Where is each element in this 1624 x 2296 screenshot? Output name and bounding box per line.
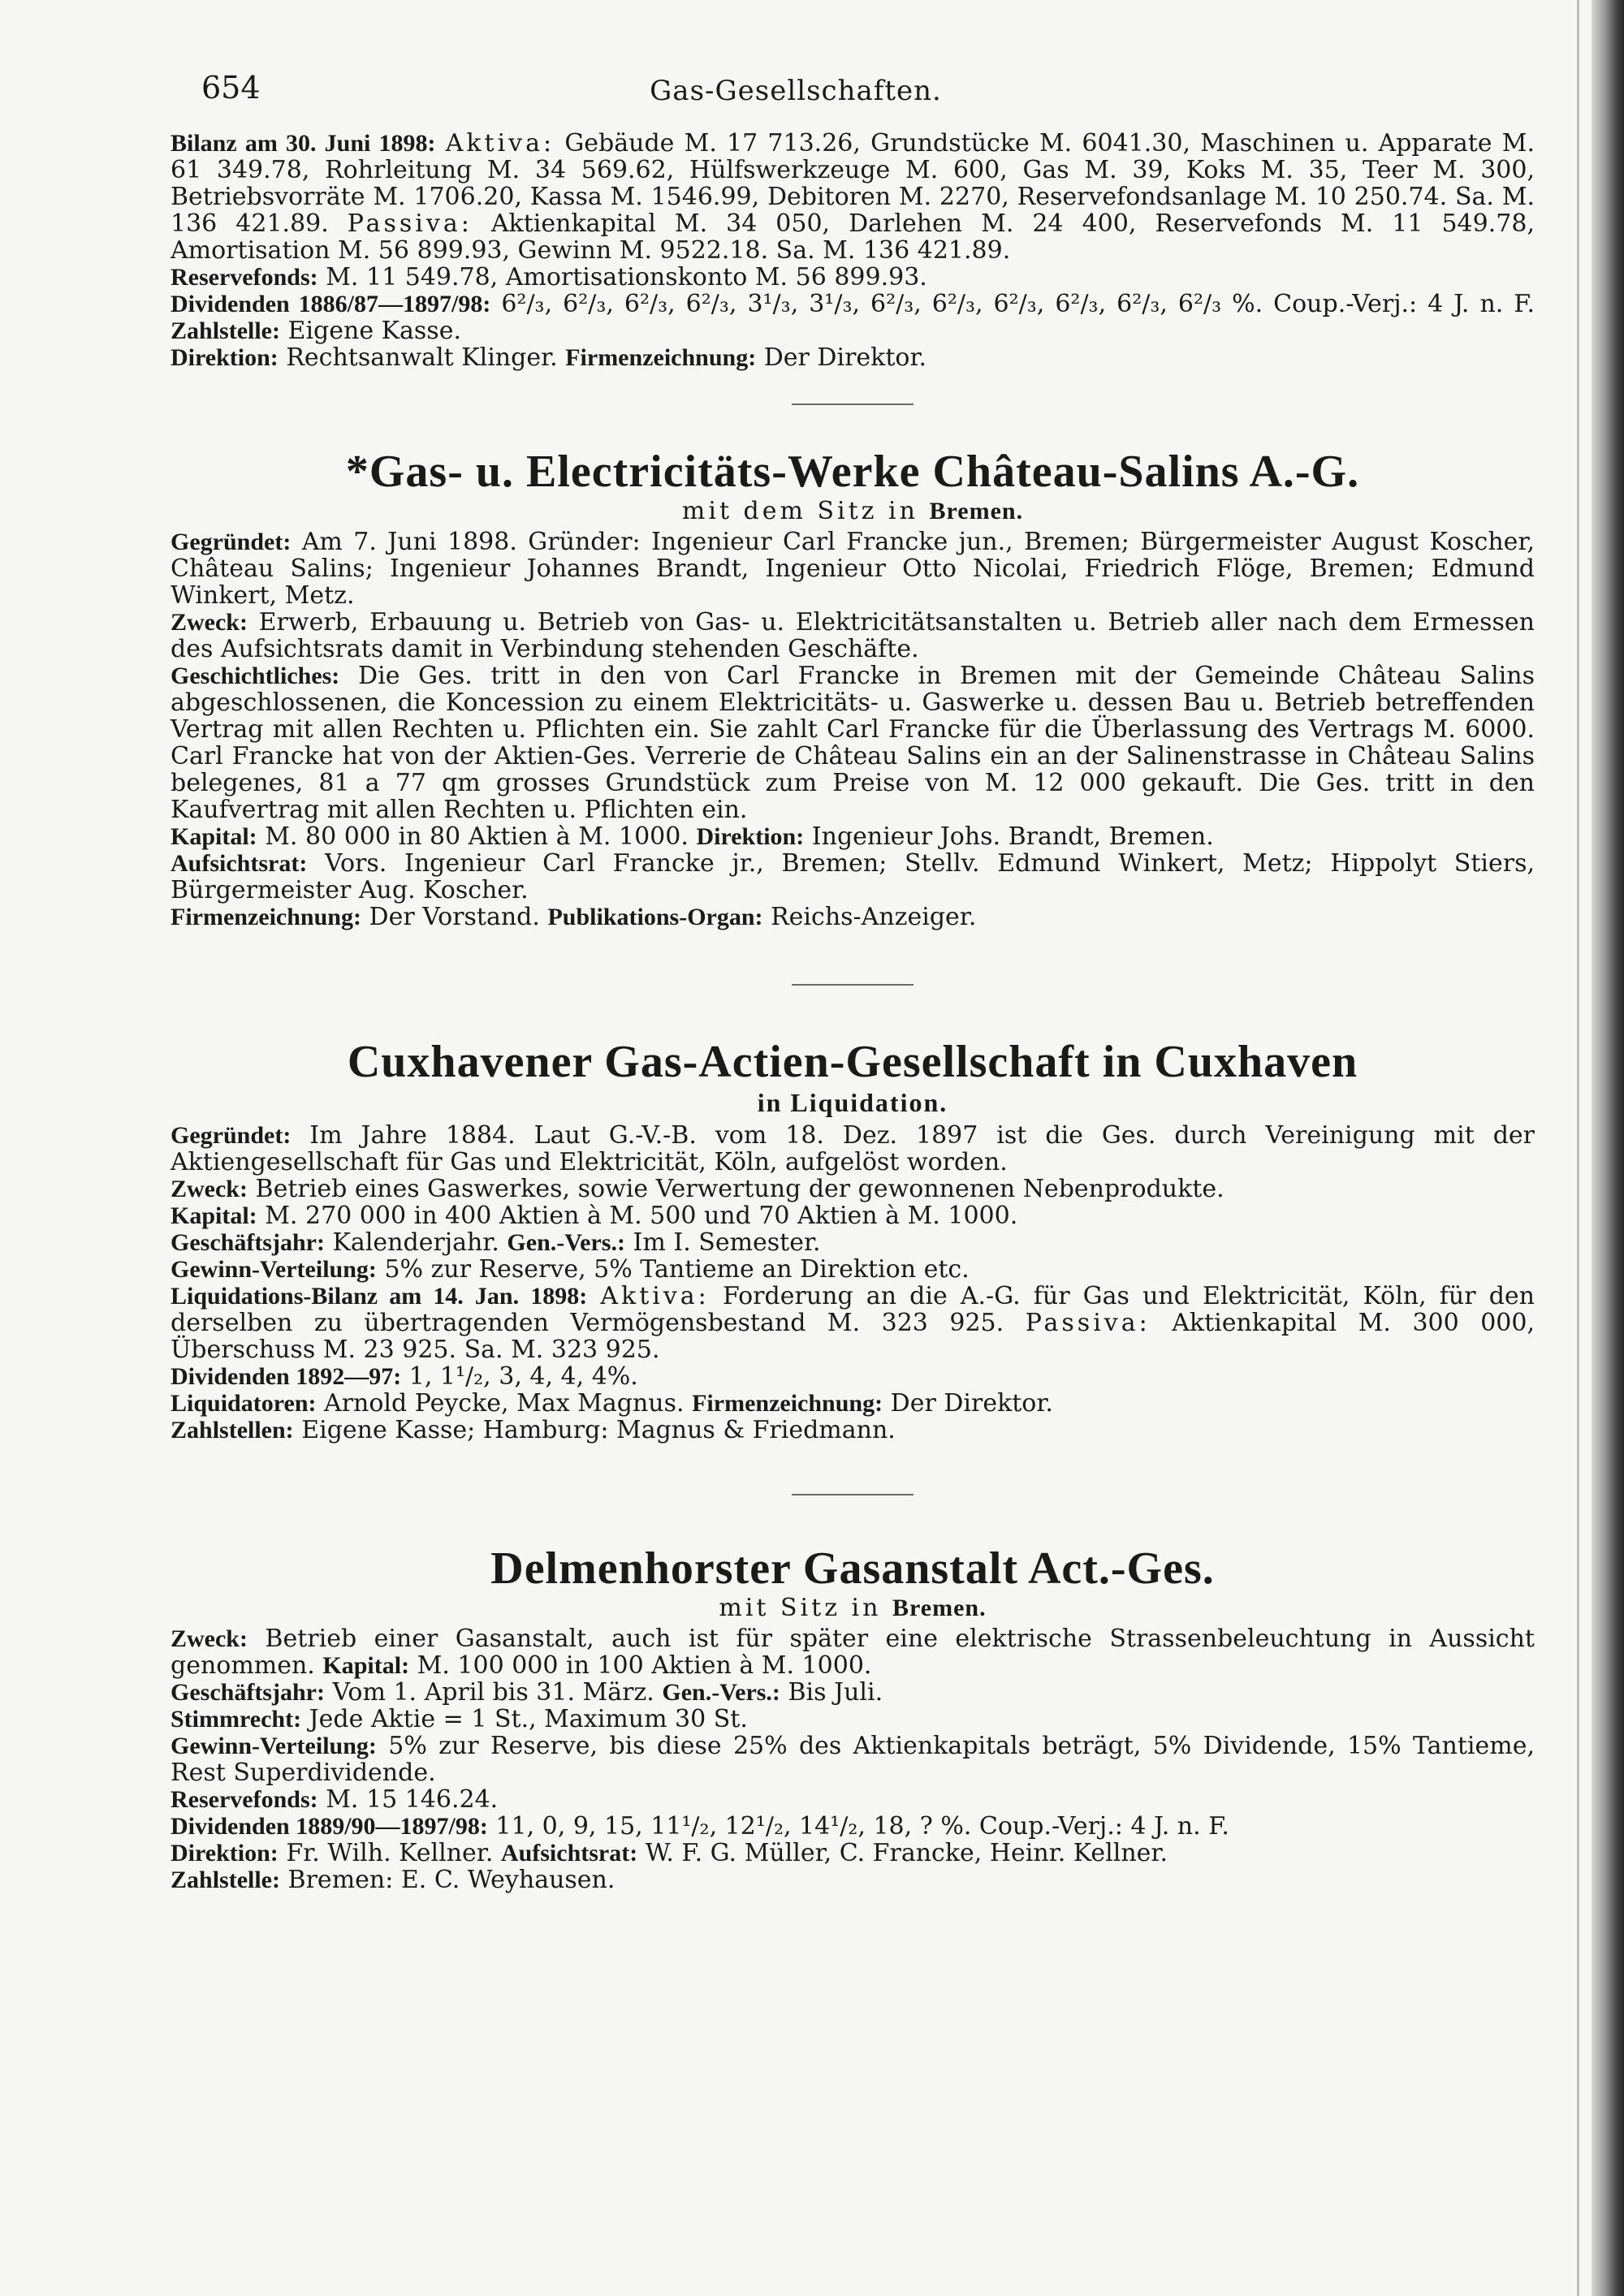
- subtitle-city: Bremen.: [929, 498, 1024, 524]
- dividenden-paragraph: [171, 1813, 1535, 1840]
- aktiva-text: Forderung an die A.-G. für Gas und Elektricität, Köln, für den derselben zu übertragenden Vermögensbestand M. 323 925.: [171, 1282, 1535, 1337]
- gewinn-verteilung-text: 5% zur Reserve, bis diese 25% des Aktienkapitals beträgt, 5% Dividende, 15% Tantieme, Rest Superdividende.: [171, 1732, 1535, 1787]
- dividenden-text: 1, 1¹/₂, 3, 4, 4, 4%.: [408, 1362, 638, 1391]
- gegruendet-paragraph: [171, 1122, 1535, 1176]
- kapital-label: Kapital:: [322, 1652, 410, 1679]
- direktion-label: Direktion:: [696, 823, 805, 850]
- section-previous-company: [171, 130, 1535, 371]
- direktion-label: Direktion:: [171, 344, 279, 371]
- kapital-label: Kapital:: [171, 1202, 257, 1229]
- zahlstellen-text: Eigene Kasse; Hamburg: Magnus & Friedmann.: [301, 1416, 896, 1444]
- firmenzeichnung-label: Firmenzeichnung:: [565, 344, 757, 371]
- aktiva-label: Aktiva:: [600, 1282, 710, 1310]
- aktiva-text: Gebäude M. 17 713.26, Grundstücke M. 6041.30, Maschinen u. Apparate M. 61 349.78, Rohrleitung M. 34 569.62, Hülfswerkzeuge M. 600, Gas M. 39, Koks M. 35, Teer M. 300, Betriebsvorräte M. 1706.20, Kassa M. 1546.99, Debitoren M. 2270, Reservefondsanlage M. 10 250.74. Sa. M. 136 421.89.: [171, 129, 1535, 238]
- zweck-paragraph: [171, 609, 1535, 662]
- kapital-label: Kapital:: [171, 823, 257, 850]
- firmenzeichnung-text: Der Direktor.: [890, 1389, 1053, 1418]
- section-delmenhorst: [171, 1625, 1535, 1893]
- geschaeftsjahr-label: Geschäftsjahr:: [171, 1229, 325, 1256]
- zahlstelle-paragraph: [171, 1867, 1535, 1893]
- firmenzeichnung-label: Firmenzeichnung:: [692, 1390, 883, 1417]
- firmenzeichnung-label: Firmenzeichnung:: [171, 904, 361, 930]
- zweck-text: Betrieb einer Gasanstalt, auch ist für später eine elektrische Strassenbeleuchtung in Aussicht genommen.: [171, 1625, 1535, 1680]
- gegruendet-label: Gegründet:: [171, 1122, 292, 1149]
- aktiva-label: Aktiva:: [445, 129, 555, 158]
- running-title: Gas-Gesellschaften.: [650, 75, 942, 107]
- zweck-text: Erwerb, Erbauung u. Betrieb von Gas- u. Elektricitätsanstalten u. Betrieb aller nach dem Ermessen des Aufsichtsrats damit in Verbindung stehenden Geschäfte.: [171, 608, 1535, 663]
- zahlstelle-label: Zahlstelle:: [171, 317, 280, 344]
- firmenzeichnung-text: Der Vorstand.: [369, 903, 540, 931]
- gegruendet-paragraph: [171, 529, 1535, 609]
- zweck-label: Zweck:: [171, 609, 248, 636]
- dividenden-label: Dividenden 1892—97:: [171, 1363, 402, 1390]
- geschaeftsjahr-paragraph: [171, 1679, 1535, 1706]
- zahlstelle-label: Zahlstelle:: [171, 1867, 280, 1893]
- passiva-text: Aktienkapital M. 34 050, Darlehen M. 24 400, Reservefonds M. 11 549.78, Amortisation M. 56 899.93, Gewinn M. 9522.18. Sa. M. 136 421.89.: [171, 209, 1535, 265]
- liquidations-bilanz-paragraph: [171, 1283, 1535, 1363]
- gegruendet-label: Gegründet:: [171, 529, 292, 555]
- geschaeftsjahr-label: Geschäftsjahr:: [171, 1679, 325, 1706]
- direktion-paragraph: [171, 344, 1535, 371]
- zahlstellen-label: Zahlstellen:: [171, 1417, 294, 1444]
- section-divider: [792, 984, 914, 986]
- zahlstelle-text: Bremen: E. C. Weyhausen.: [287, 1866, 615, 1894]
- geschaeftsjahr-paragraph: [171, 1229, 1535, 1256]
- firmenzeichnung-text: Der Direktor.: [763, 343, 927, 372]
- zahlstelle-text: Eigene Kasse.: [287, 317, 461, 345]
- dividenden-paragraph: [171, 1363, 1535, 1390]
- page-header: [0, 58, 1592, 115]
- company-title-delmenhorst: Delmenhorster Gasanstalt Act.-Ges.: [490, 1543, 1215, 1594]
- reservefonds-paragraph: [171, 264, 1535, 291]
- aufsichtsrat-label: Aufsichtsrat:: [500, 1840, 638, 1867]
- aufsichtsrat-text: Vors. Ingenieur Carl Francke jr., Bremen; Stellv. Edmund Winkert, Metz; Hippolyt Stiers, Bürgermeister Aug. Koscher.: [171, 849, 1535, 904]
- subtitle-city: Bremen.: [892, 1595, 987, 1621]
- geschichtliches-paragraph: [171, 662, 1535, 823]
- kapital-text: M. 80 000 in 80 Aktien à M. 1000.: [265, 822, 689, 851]
- kapital-paragraph: [171, 1202, 1535, 1229]
- firmenzeichnung-paragraph: [171, 904, 1535, 930]
- company-title-chateau-salins: *Gas- u. Electricitäts-Werke Château-Salins A.-G.: [345, 447, 1360, 497]
- gen-vers-label: Gen.-Vers.:: [662, 1679, 780, 1706]
- page-content: [171, 130, 1535, 1893]
- page-number: 654: [201, 70, 261, 106]
- bilanz-paragraph: [171, 130, 1535, 264]
- gewinn-verteilung-text: 5% zur Reserve, 5% Tantieme an Direktion etc.: [384, 1255, 970, 1284]
- company-title-cuxhaven: Cuxhavener Gas-Actien-Gesellschaft in Cuxhaven: [347, 1037, 1358, 1087]
- bilanz-label: Bilanz am 30. Juni 1898:: [171, 130, 436, 157]
- liquidatoren-text: Arnold Peycke, Max Magnus.: [324, 1389, 685, 1418]
- gegruendet-text: Am 7. Juni 1898. Gründer: Ingenieur Carl Francke jun., Bremen; Bürgermeister August Koscher, Château Salins; Ingenieur Johannes Brandt, Ingenieur Otto Nicolai, Friedrich Flöge, Bremen; Edmund Winkert, Metz.: [171, 528, 1535, 610]
- aufsichtsrat-paragraph: [171, 850, 1535, 904]
- reservefonds-text: M. 11 549.78, Amortisationskonto M. 56 899.93.: [326, 263, 927, 291]
- company-subtitle: [171, 1595, 1535, 1622]
- gewinn-verteilung-label: Gewinn-Verteilung:: [171, 1733, 377, 1759]
- gen-vers-label: Gen.-Vers.:: [507, 1229, 625, 1256]
- page-edge-line: [1577, 0, 1579, 2296]
- zweck-label: Zweck:: [171, 1625, 248, 1652]
- kapital-text: M. 270 000 in 400 Aktien à M. 500 und 70 Aktien à M. 1000.: [265, 1202, 1018, 1230]
- reservefonds-label: Reservefonds:: [171, 264, 318, 291]
- reservefonds-label: Reservefonds:: [171, 1786, 318, 1813]
- gewinn-verteilung-paragraph: [171, 1256, 1535, 1283]
- section-cuxhaven: [171, 1122, 1535, 1444]
- dividenden-paragraph: [171, 291, 1535, 344]
- reservefonds-text: M. 15 146.24.: [326, 1785, 499, 1814]
- aufsichtsrat-text: W. F. G. Müller, C. Francke, Heinr. Kellner.: [645, 1839, 1168, 1867]
- publikations-organ-label: Publikations-Organ:: [547, 904, 763, 930]
- zweck-text: Betrieb eines Gaswerkes, sowie Verwertung der gewonnenen Nebenprodukte.: [255, 1175, 1224, 1203]
- gewinn-verteilung-label: Gewinn-Verteilung:: [171, 1256, 377, 1283]
- stimmrecht-text: Jede Aktie = 1 St., Maximum 30 St.: [309, 1705, 748, 1733]
- gen-vers-text: Im I. Semester.: [633, 1228, 821, 1257]
- section-divider: [792, 404, 914, 405]
- geschichtliches-text: Die Ges. tritt in den von Carl Francke in Bremen mit der Gemeinde Château Salins abgeschlossenen, die Koncession zu einem Elektricitäts- u. Gaswerke u. dessen Bau u. Betrieb betreffenden Vertrag mit allen Rechten u. Pflichten ein. Sie zahlt Carl Francke für die Überlassung des Vertrags M. 6000. Carl Francke hat von der Aktien-Ges. Verrerie de Château Salins ein an der Salinenstrasse in Château Salins belegenes, 81 a 77 qm grosses Grundstück zum Preise von M. 12 000 gekauft. Die Ges. tritt in den Kaufvertrag mit allen Rechten u. Pflichten ein.: [171, 662, 1535, 824]
- dividenden-text: 6²/₃, 6²/₃, 6²/₃, 6²/₃, 3¹/₃, 3¹/₃, 6²/₃, 6²/₃, 6²/₃, 6²/₃, 6²/₃, 6²/₃ %. Coup.-Verj.: 4 J. n. F.: [501, 290, 1535, 318]
- direktion-paragraph: [171, 1840, 1535, 1867]
- section-chateau-salins: [171, 529, 1535, 930]
- liquidatoren-paragraph: [171, 1390, 1535, 1417]
- aufsichtsrat-label: Aufsichtsrat:: [171, 850, 308, 877]
- subtitle-prefix: mit dem Sitz in: [681, 497, 918, 525]
- passiva-text: Aktienkapital M. 300 000, Überschuss M. 23 925. Sa. M. 323 925.: [171, 1309, 1535, 1364]
- publikations-organ-text: Reichs-Anzeiger.: [771, 903, 977, 931]
- book-binding-shadow: [1592, 0, 1624, 2296]
- passiva-label: Passiva:: [347, 209, 473, 238]
- stimmrecht-label: Stimmrecht:: [171, 1706, 302, 1733]
- direktion-text: Ingenieur Johs. Brandt, Bremen.: [811, 822, 1214, 851]
- liquidations-bilanz-label: Liquidations-Bilanz am 14. Jan. 1898:: [171, 1283, 588, 1310]
- subtitle-prefix: mit Sitz in: [719, 1594, 882, 1622]
- direktion-label: Direktion:: [171, 1840, 279, 1867]
- geschichtliches-label: Geschichtliches:: [171, 662, 340, 689]
- section-divider: [792, 1494, 914, 1495]
- company-subtitle: in Liquidation.: [757, 1088, 948, 1117]
- zweck-paragraph: [171, 1625, 1535, 1679]
- zweck-label: Zweck:: [171, 1176, 248, 1202]
- zweck-paragraph: [171, 1176, 1535, 1202]
- geschaeftsjahr-text: Kalenderjahr.: [332, 1228, 499, 1257]
- gegruendet-text: Im Jahre 1884. Laut G.-V.-B. vom 18. Dez. 1897 ist die Ges. durch Vereinigung mit der Aktiengesellschaft für Gas und Elektricität, Köln, aufgelöst worden.: [171, 1121, 1535, 1176]
- liquidatoren-label: Liquidatoren:: [171, 1390, 317, 1417]
- kapital-paragraph: [171, 823, 1535, 850]
- geschaeftsjahr-text: Vom 1. April bis 31. März.: [332, 1678, 654, 1707]
- gewinn-verteilung-paragraph: [171, 1733, 1535, 1786]
- dividenden-label: Dividenden 1886/87—1897/98:: [171, 291, 491, 317]
- gen-vers-text: Bis Juli.: [788, 1678, 883, 1707]
- dividenden-text: 11, 0, 9, 15, 11¹/₂, 12¹/₂, 14¹/₂, 18, ? %. Coup.-Verj.: 4 J. n. F.: [495, 1812, 1229, 1841]
- company-subtitle: [171, 498, 1535, 525]
- direktion-text: Rechtsanwalt Klinger.: [286, 343, 558, 372]
- passiva-label: Passiva:: [1025, 1309, 1151, 1337]
- direktion-text: Fr. Wilh. Kellner.: [286, 1839, 494, 1867]
- dividenden-label: Dividenden 1889/90—1897/98:: [171, 1813, 488, 1840]
- reservefonds-paragraph: [171, 1786, 1535, 1813]
- zahlstellen-paragraph: [171, 1417, 1535, 1444]
- stimmrecht-paragraph: [171, 1706, 1535, 1733]
- kapital-text: M. 100 000 in 100 Aktien à M. 1000.: [417, 1651, 872, 1680]
